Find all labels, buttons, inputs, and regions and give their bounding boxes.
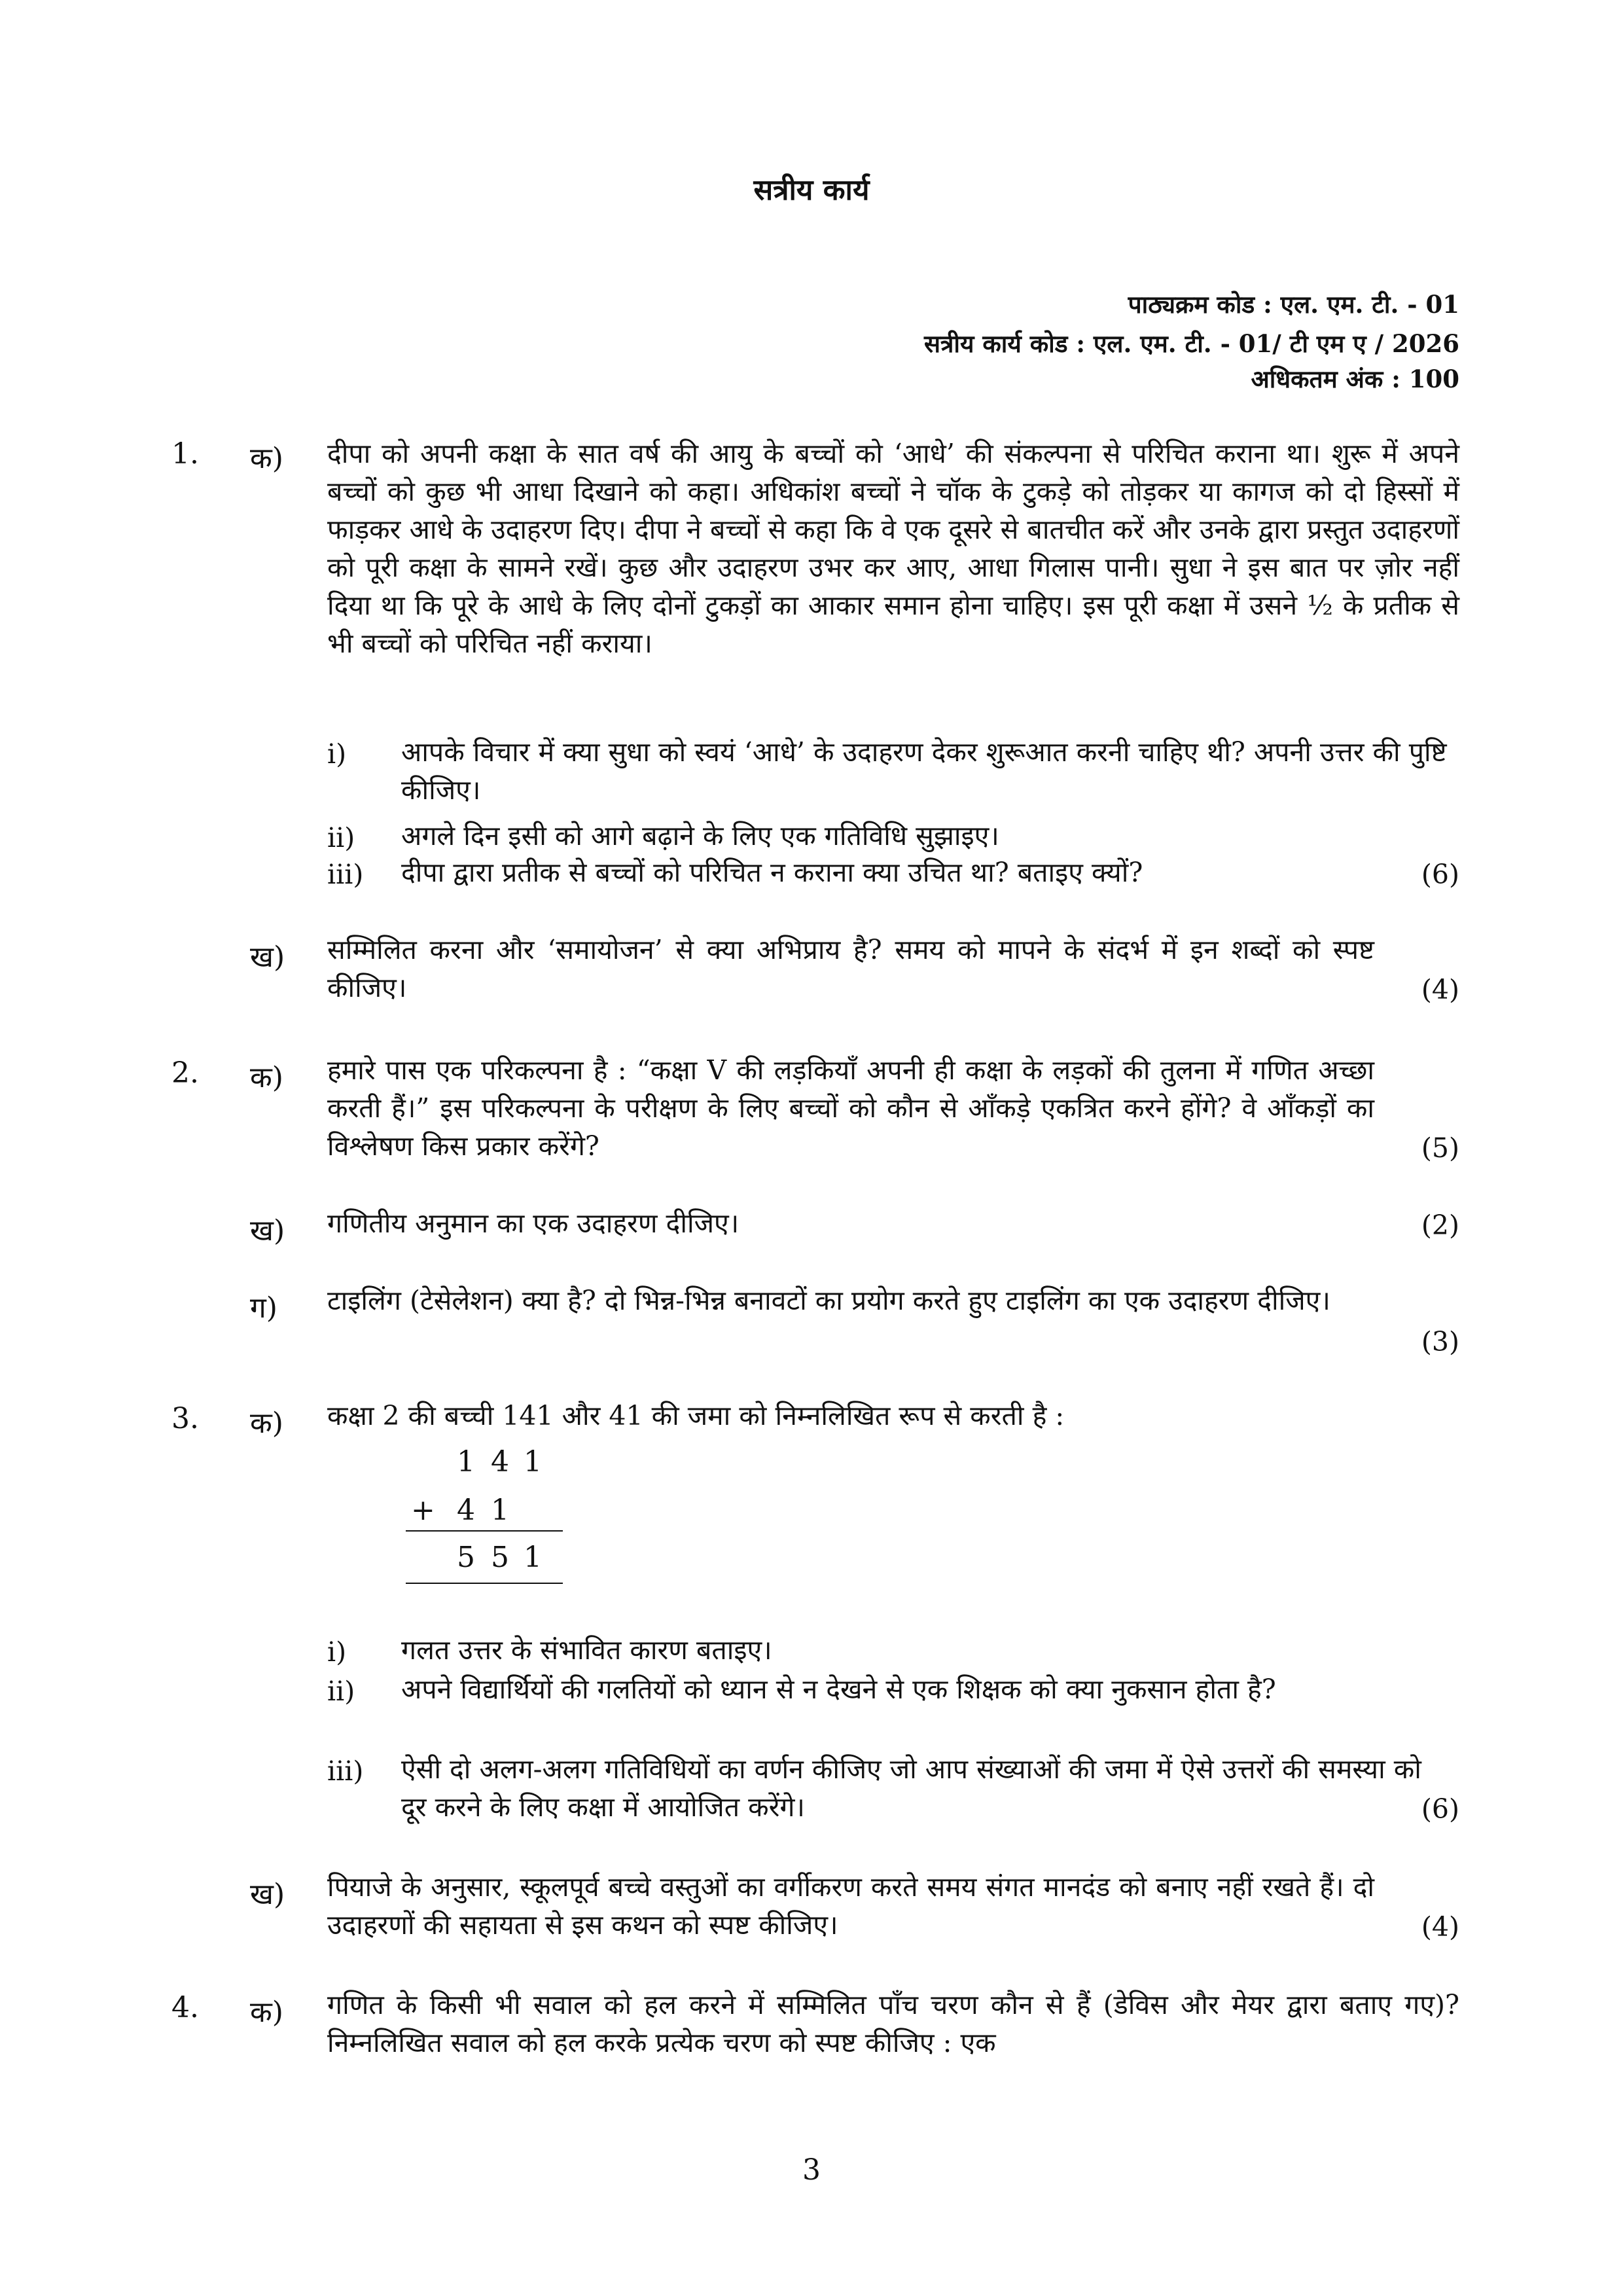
sum-row2-digit: 1 — [491, 1494, 509, 1527]
question-1-number: 1. — [171, 437, 199, 471]
q2c-marks: (3) — [1421, 1326, 1459, 1357]
q3a-item-2-text: अपने विद्यार्थियों की गलतियों को ध्यान से न देखने से एक शिक्षक को क्या नुकसान होता है? — [401, 1674, 1276, 1705]
sum-result-digit: 5 — [457, 1541, 475, 1574]
sum-row1-digit: 1 — [457, 1445, 475, 1479]
q1a-item-1-number: i) — [327, 738, 347, 770]
question-3a-label: क) — [250, 1407, 283, 1440]
question-2a-text: हमारे पास एक परिकल्पना है : “कक्षा V की लड़कियाँ अपनी ही कक्षा के लड़कों की तुलना में गणित अच्छा करती हैं।” इस परिकल्पना के परीक्षण के लिए बच्चों को कौन से आँकड़े एकत्रित करने होंगे? वे आँकड़ों का विश्लेषण किस प्रकार करेंगे? — [327, 1054, 1374, 1162]
sum-rule-top — [406, 1530, 563, 1532]
question-3b-text: पियाजे के अनुसार, स्कूलपूर्व बच्चे वस्तुओं का वर्गीकरण करते समय संगत मानदंड को बनाए नहीं रखते हैं। दो उदाहरणों की सहायता से इस कथन को स्पष्ट कीजिए। — [327, 1871, 1374, 1941]
question-4-number: 4. — [171, 1991, 199, 2024]
assignment-code: सत्रीय कार्य कोड : एल. एम. टी. - 01/ टी एम ए / 2026 — [924, 329, 1459, 358]
question-2b-label: ख) — [250, 1214, 285, 1247]
q3a-item-2-number: ii) — [327, 1676, 355, 1707]
q1a-item-3-text: दीपा द्वारा प्रतीक से बच्चों को परिचित न कराना क्या उचित था? बताइए क्यों? — [401, 857, 1143, 888]
plus-sign: + — [411, 1494, 435, 1527]
question-1a-label: क) — [250, 442, 283, 475]
q2b-marks: (2) — [1421, 1210, 1459, 1241]
question-3b-label: ख) — [250, 1878, 285, 1911]
q1a-item-3-number: iii) — [327, 859, 364, 890]
sum-rule-bottom — [406, 1583, 563, 1584]
question-1b-label: ख) — [250, 941, 285, 974]
sum-row1-digit: 4 — [491, 1445, 509, 1479]
q3b-marks: (4) — [1421, 1911, 1459, 1943]
q1a-item-1-text: आपके विचार में क्या सुधा को स्वयं ‘आधे’ के उदाहरण देकर शुरूआत करनी चाहिए थी? अपनी उत्तर की पुष्टि कीजिए। — [401, 736, 1447, 806]
question-2c-text: टाइलिंग (टेसेलेशन) क्या है? दो भिन्न-भिन्न बनावटों का प्रयोग करते हुए टाइलिंग का एक उदाहरण दीजिए। — [327, 1285, 1330, 1316]
question-2c-label: ग) — [250, 1291, 277, 1325]
q1a-item-2-number: ii) — [327, 822, 355, 853]
sum-result-digit: 1 — [524, 1541, 542, 1574]
question-2a-label: क) — [250, 1061, 283, 1094]
q2a-marks: (5) — [1421, 1132, 1459, 1164]
question-2b-text: गणितीय अनुमान का एक उदाहरण दीजिए। — [327, 1208, 740, 1239]
question-1a-text: दीपा को अपनी कक्षा के सात वर्ष की आयु के बच्चों को ‘आधे’ की संकल्पना से परिचित कराना था। शुरू में अपने बच्चों को कुछ भी आधा दिखाने को कहा। अधिकांश बच्चों ने चॉक के टुकड़े को तोड़कर या कागज को दो हिस्सों में फाड़कर आधे के उदाहरण दिए। दीपा ने बच्चों से कहा कि वे एक दूसरे से बातचीत करें और उनके द्वारा प्रस्तुत उदाहरणों को पूरी कक्षा के सामने रखें। कुछ और उदाहरण उभर कर आए, आधा गिलास पानी। सुधा ने इस बात पर ज़ोर नहीं दिया था कि पूरे के आधे के लिए दोनों टुकड़ों का आकार समान होना चाहिए। इस पूरी कक्षा में उसने ½ के प्रतीक से भी बच्चों को परिचित नहीं कराया। — [327, 438, 1459, 659]
sum-row2-digit: 4 — [457, 1494, 475, 1527]
q3a-marks: (6) — [1421, 1793, 1459, 1825]
q3a-item-3-text: ऐसी दो अलग-अलग गतिविधियों का वर्णन कीजिए जो आप संख्याओं की जमा में ऐसे उत्तरों की समस्या को दूर करने के लिए कक्षा में आयोजित करेंगे। — [401, 1753, 1421, 1823]
page-number: 3 — [802, 2153, 821, 2187]
q3a-item-1-number: i) — [327, 1636, 347, 1668]
q1a-item-2-text: अगले दिन इसी को आगे बढ़ाने के लिए एक गतिविधि सुझाइए। — [401, 820, 999, 852]
max-marks: अधिकतम अंक : 100 — [1251, 365, 1459, 393]
addition-working — [406, 1445, 563, 1602]
course-code: पाठ्यक्रम कोड : एल. एम. टी. - 01 — [1128, 290, 1459, 319]
question-3a-text: कक्षा 2 की बच्ची 141 और 41 की जमा को निम्नलिखित रूप से करती है : — [327, 1400, 1065, 1431]
question-4a-text: गणित के किसी भी सवाल को हल करने में सम्मिलित पाँच चरण कौन से हैं (डेविस और मेयर द्वारा बताए गए)? निम्नलिखित सवाल को हल करके प्रत्येक चरण को स्पष्ट कीजिए : एक — [327, 1989, 1459, 2058]
question-3-number: 3. — [171, 1402, 199, 1435]
question-1b-text: सम्मिलित करना और ‘समायोजन’ से क्या अभिप्राय है? समय को मापने के संदर्भ में इन शब्दों को स्पष्ट कीजिए। — [327, 934, 1374, 1003]
q3a-item-3-number: iii) — [327, 1755, 364, 1787]
q1b-marks: (4) — [1421, 974, 1459, 1005]
page-title: सत्रीय कार्य — [753, 173, 870, 207]
sum-result-digit: 5 — [491, 1541, 509, 1574]
question-2-number: 2. — [171, 1056, 199, 1090]
question-4a-label: क) — [250, 1996, 283, 2029]
q3a-item-1-text: गलत उत्तर के संभावित कारण बताइए। — [401, 1634, 772, 1666]
sum-row1-digit: 1 — [524, 1445, 542, 1479]
q1a-marks: (6) — [1421, 859, 1459, 890]
